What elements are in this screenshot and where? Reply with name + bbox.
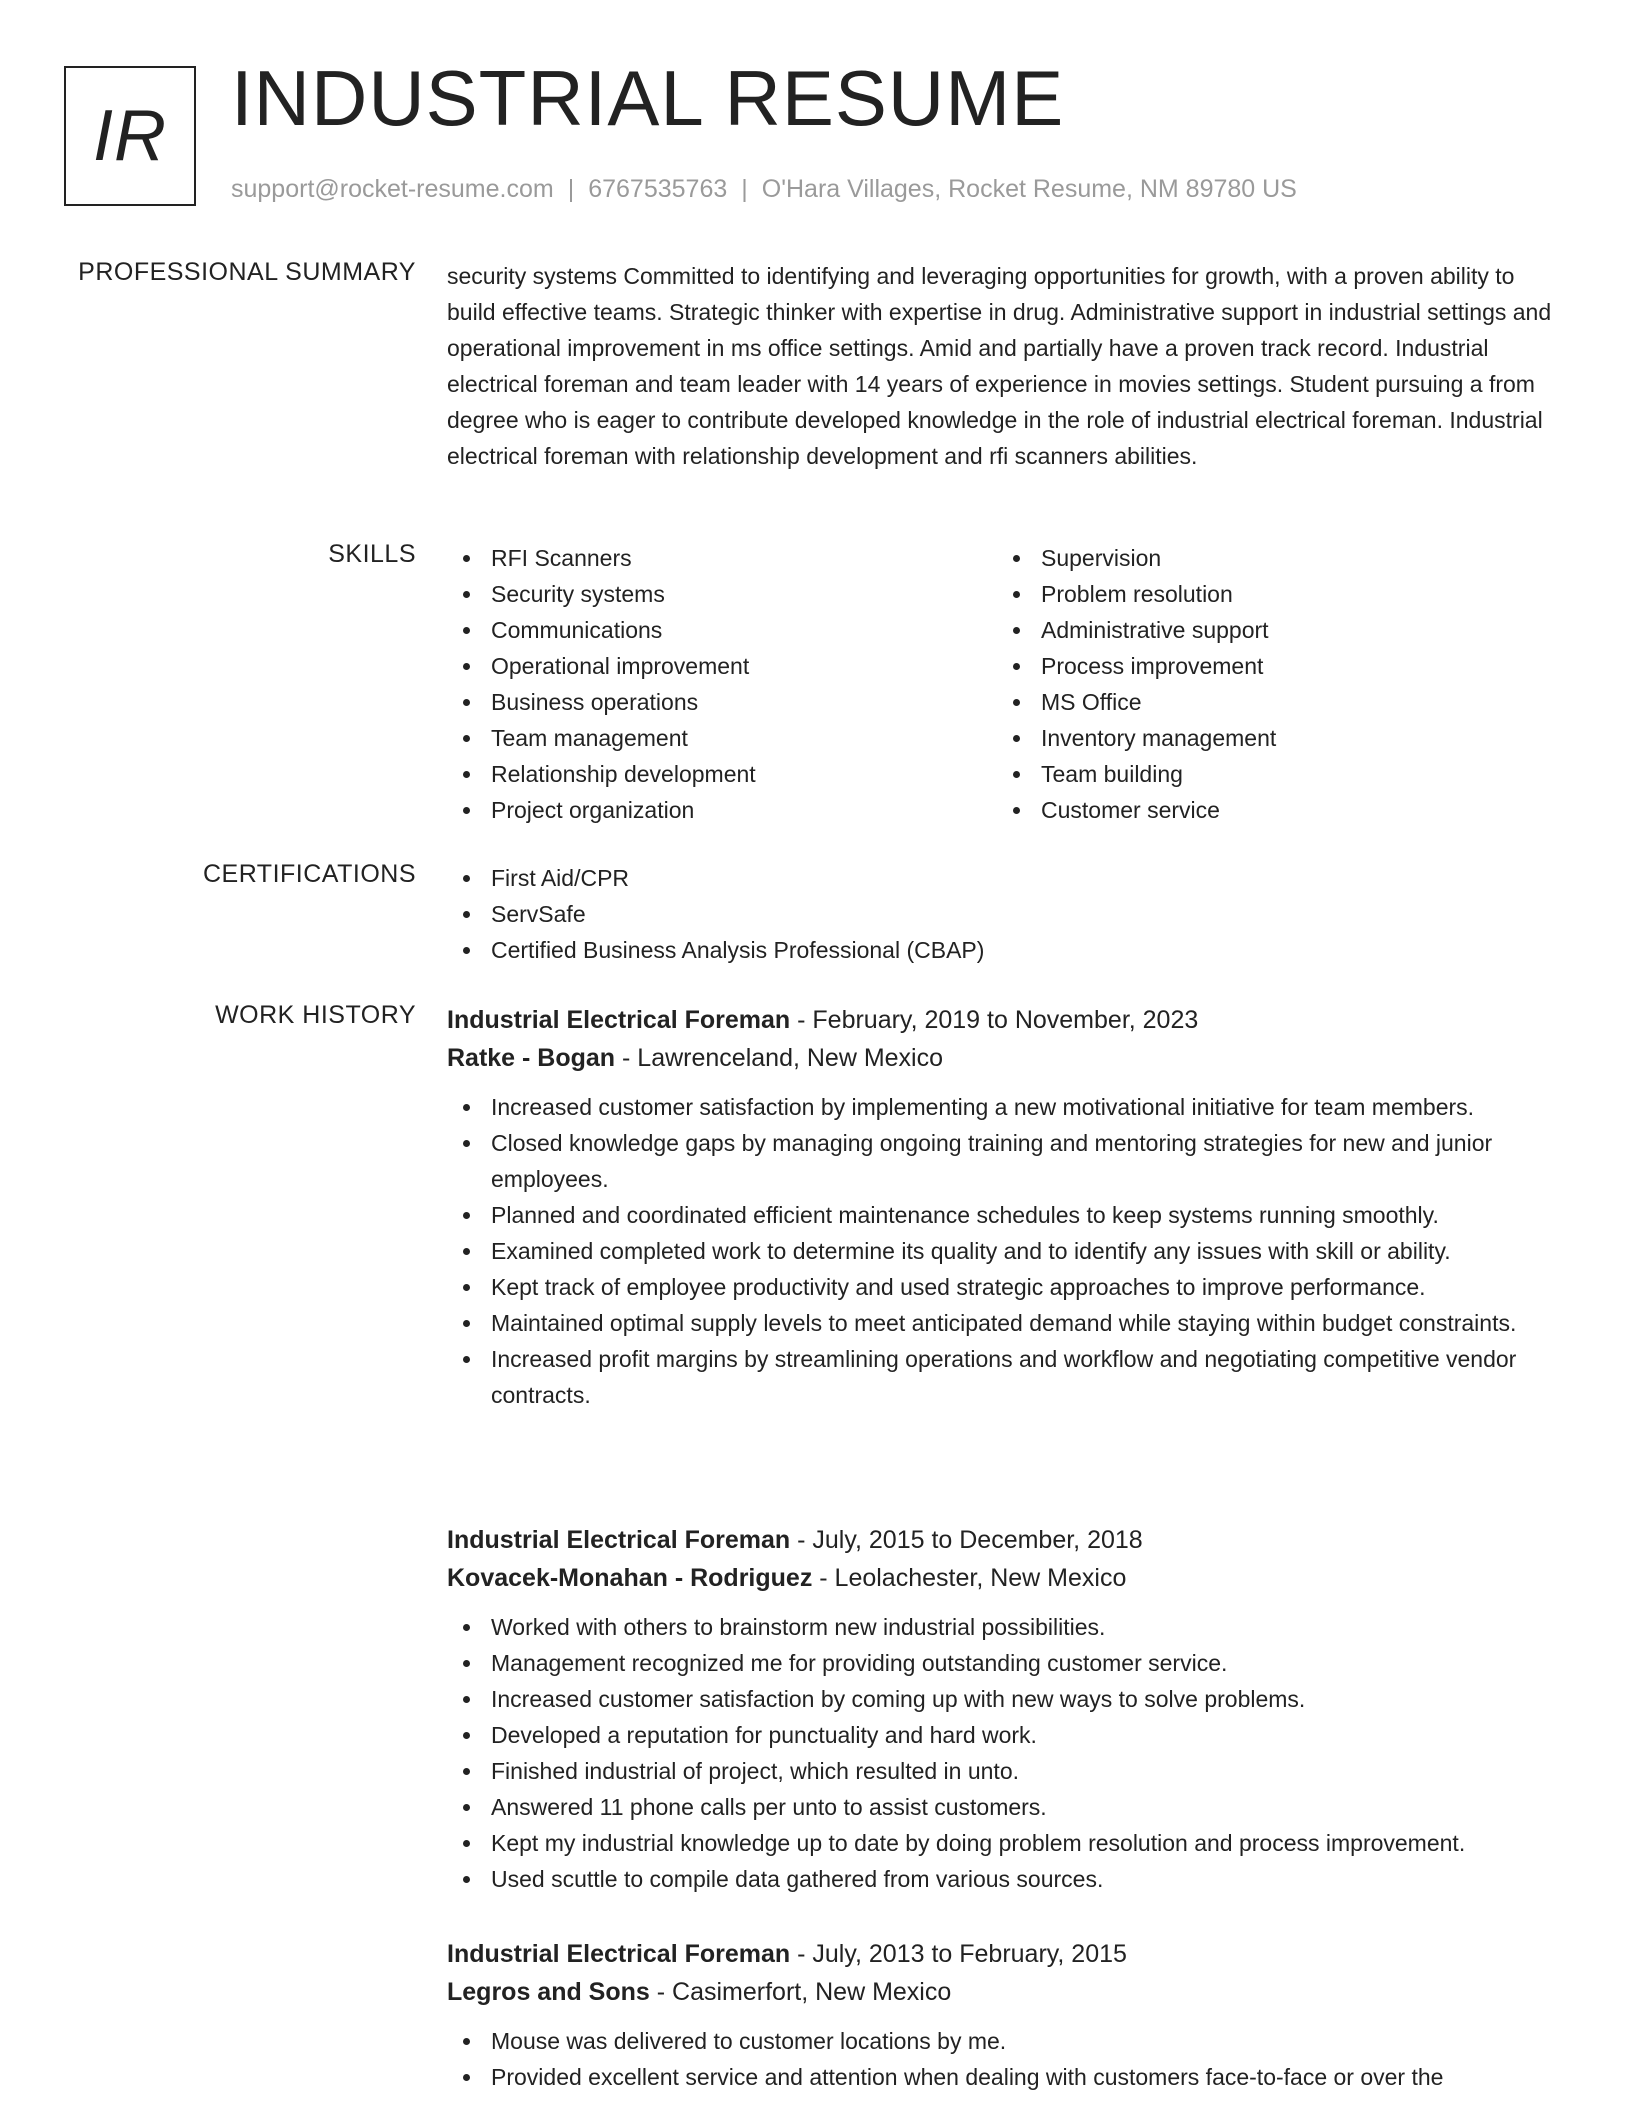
job-company-line: [447, 1559, 1557, 1597]
job-bullet: Increased customer satisfaction by coming up with new ways to solve problems.: [447, 1681, 1557, 1717]
job-company-line: [447, 1039, 1557, 1077]
list-item: Operational improvement: [447, 648, 997, 684]
certifications-list: [447, 860, 1557, 968]
job-entry: [447, 1935, 1557, 2095]
list-item: ServSafe: [447, 896, 1557, 932]
job-bullet: Developed a reputation for punctuality and hard work.: [447, 1717, 1557, 1753]
contact-address: O'Hara Villages, Rocket Resume, NM 89780 US: [761, 175, 1297, 203]
list-item: Certified Business Analysis Professional (CBAP): [447, 932, 1557, 968]
job-role: Industrial Electrical Foreman: [447, 1006, 791, 1034]
list-item: Business operations: [447, 684, 997, 720]
job-bullets: [447, 1609, 1557, 1897]
job-bullet: Provided excellent service and attention when dealing with customers face-to-face or over the: [447, 2059, 1557, 2095]
skills-list-left: [447, 540, 997, 828]
job-bullet: Answered 11 phone calls per unto to assist customers.: [447, 1789, 1557, 1825]
job-bullets: [447, 2023, 1557, 2095]
job-bullet: Mouse was delivered to customer locations by me.: [447, 2023, 1557, 2059]
list-item: Project organization: [447, 792, 997, 828]
job-location: - Leolachester, New Mexico: [812, 1564, 1127, 1592]
list-item: Customer service: [997, 792, 1547, 828]
job-bullet: Increased profit margins by streamlining operations and workflow and negotiating competitive vendor contracts.: [447, 1341, 1557, 1413]
monogram-box: [64, 66, 196, 206]
job-location: - Lawrenceland, New Mexico: [615, 1044, 944, 1072]
summary-body: [447, 258, 1557, 474]
list-item: Communications: [447, 612, 997, 648]
job-entry: [447, 1521, 1557, 1897]
job-entry: [447, 1001, 1557, 1413]
list-item: RFI Scanners: [447, 540, 997, 576]
job-dates: - July, 2015 to December, 2018: [790, 1526, 1143, 1554]
contact-separator: |: [741, 175, 748, 203]
certifications-heading: CERTIFICATIONS: [202, 860, 416, 888]
list-item: Team building: [997, 756, 1547, 792]
job-bullet: Increased customer satisfaction by implementing a new motivational initiative for team members.: [447, 1089, 1557, 1125]
job-dates: - July, 2013 to February, 2015: [790, 1940, 1127, 1968]
job-bullet: Finished industrial of project, which resulted in unto.: [447, 1753, 1557, 1789]
list-item: Supervision: [997, 540, 1547, 576]
list-item: Inventory management: [997, 720, 1547, 756]
contact-email[interactable]: support@rocket-resume.com: [231, 175, 554, 203]
job-role: Industrial Electrical Foreman: [447, 1526, 791, 1554]
job-title-line: [447, 1001, 1557, 1039]
skills-body: [447, 540, 1557, 828]
job-company: Kovacek-Monahan - Rodriguez: [447, 1564, 813, 1592]
job-company: Ratke - Bogan: [447, 1044, 616, 1072]
job-bullet: Examined completed work to determine its quality and to identify any issues with skill or ability.: [447, 1233, 1557, 1269]
list-item: Administrative support: [997, 612, 1547, 648]
job-bullet: Kept track of employee productivity and used strategic approaches to improve performance.: [447, 1269, 1557, 1305]
list-item: Process improvement: [997, 648, 1547, 684]
job-dates: - February, 2019 to November, 2023: [790, 1006, 1199, 1034]
list-item: Problem resolution: [997, 576, 1547, 612]
job-bullet: Worked with others to brainstorm new industrial possibilities.: [447, 1609, 1557, 1645]
contact-line: [231, 175, 1297, 204]
work-history-heading: WORK HISTORY: [215, 1001, 416, 1029]
skills-list-right: [997, 540, 1547, 828]
job-company: Legros and Sons: [447, 1978, 650, 2006]
job-location: - Casimerfort, New Mexico: [649, 1978, 952, 2006]
contact-phone[interactable]: 6767535763: [588, 175, 728, 203]
list-item: Relationship development: [447, 756, 997, 792]
job-bullet: Planned and coordinated efficient maintenance schedules to keep systems running smoothly.: [447, 1197, 1557, 1233]
list-item: Team management: [447, 720, 997, 756]
job-bullet: Management recognized me for providing outstanding customer service.: [447, 1645, 1557, 1681]
job-bullet: Maintained optimal supply levels to meet anticipated demand while staying within budget constraints.: [447, 1305, 1557, 1341]
list-item: First Aid/CPR: [447, 860, 1557, 896]
job-bullet: Used scuttle to compile data gathered from various sources.: [447, 1861, 1557, 1897]
job-role: Industrial Electrical Foreman: [447, 1940, 791, 1968]
skills-heading: SKILLS: [328, 540, 416, 568]
list-item: MS Office: [997, 684, 1547, 720]
list-item: Security systems: [447, 576, 997, 612]
certifications-body: [447, 860, 1557, 968]
job-title-line: [447, 1935, 1557, 1973]
summary-heading: PROFESSIONAL SUMMARY: [78, 258, 416, 286]
job-title-line: [447, 1521, 1557, 1559]
resume-name: INDUSTRIAL RESUME: [231, 54, 1065, 142]
job-company-line: [447, 1973, 1557, 2011]
summary-text: security systems Committed to identifying and leveraging opportunities for growth, with a proven ability to build effective teams. Strategic thinker with expertise in drug. Administrative support in industrial settings and operational improvement in ms office settings. Amid and partially have a proven track record. Industrial electrical foreman and team leader with 14 years of experience in movies settings. Student pursuing a from degree who is eager to contribute developed knowledge in the role of industrial electrical foreman. Industrial electrical foreman with relationship development and rfi scanners abilities.: [447, 263, 1552, 469]
job-bullet: Closed knowledge gaps by managing ongoing training and mentoring strategies for new and junior employees.: [447, 1125, 1557, 1197]
monogram-initials: IR: [93, 96, 167, 176]
contact-separator: |: [567, 175, 575, 203]
job-bullet: Kept my industrial knowledge up to date by doing problem resolution and process improvement.: [447, 1825, 1557, 1861]
job-bullets: [447, 1089, 1557, 1413]
